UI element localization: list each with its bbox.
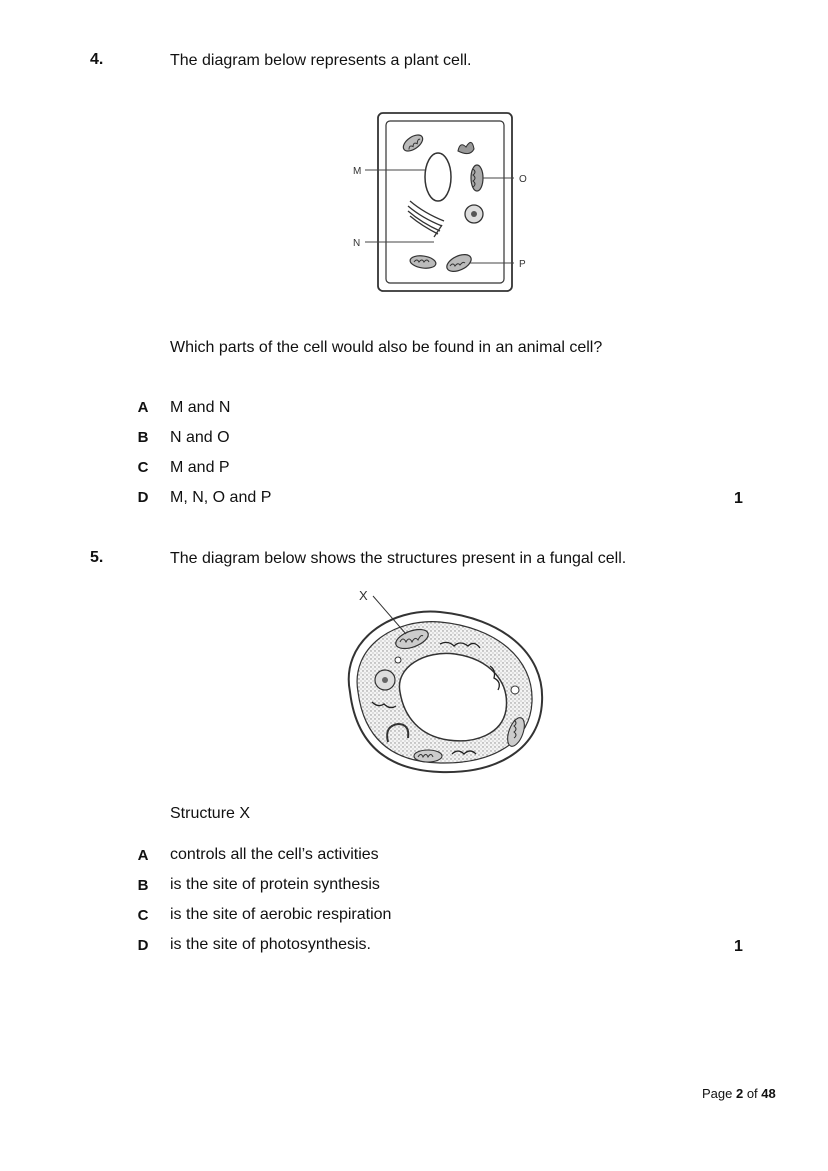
nucleolus xyxy=(471,211,477,217)
option-letter: D xyxy=(137,937,149,954)
question-stem: The diagram below represents a plant cell. xyxy=(170,52,472,69)
page-middle: of xyxy=(743,1086,762,1101)
question-prompt: Structure X xyxy=(170,805,251,822)
vacuole xyxy=(425,153,451,201)
option-letter: B xyxy=(137,877,149,894)
question-prompt: Which parts of the cell would also be found in an animal cell? xyxy=(170,339,603,356)
marks-value: 1 xyxy=(734,938,743,955)
option-letter: B xyxy=(137,429,149,446)
label-m: M xyxy=(353,166,362,177)
option-letter: A xyxy=(137,399,149,416)
option-d[interactable]: is the site of photosynthesis. xyxy=(170,936,371,953)
option-letter: C xyxy=(137,459,149,476)
option-c[interactable]: M and P xyxy=(170,459,230,476)
option-c[interactable]: is the site of aerobic respiration xyxy=(170,906,392,923)
label-p: P xyxy=(519,259,526,270)
fungal-cell-diagram xyxy=(330,582,560,787)
question-number: 5. xyxy=(90,549,104,566)
page-footer xyxy=(702,1086,776,1101)
option-d[interactable]: M, N, O and P xyxy=(170,489,272,506)
option-letter: D xyxy=(137,489,149,506)
option-letter: A xyxy=(137,847,149,864)
page-total: 48 xyxy=(761,1086,776,1101)
label-o: O xyxy=(519,174,527,185)
option-a[interactable]: controls all the cell’s activities xyxy=(170,846,379,863)
option-letter: C xyxy=(137,907,149,924)
marks-value: 1 xyxy=(734,490,743,507)
vesicle xyxy=(395,657,401,663)
page-number: 2 xyxy=(735,1086,744,1101)
option-b[interactable]: is the site of protein synthesis xyxy=(170,876,380,893)
option-a[interactable]: M and N xyxy=(170,399,231,416)
label-x: X xyxy=(359,588,368,603)
label-n: N xyxy=(353,238,361,249)
page-prefix: Page xyxy=(702,1086,736,1101)
vesicle xyxy=(511,686,519,694)
question-number: 4. xyxy=(90,51,104,68)
option-b[interactable]: N and O xyxy=(170,429,230,446)
question-stem: The diagram below shows the structures present in a fungal cell. xyxy=(170,550,627,567)
plant-cell-diagram xyxy=(330,105,550,300)
mitochondrion xyxy=(471,165,483,191)
